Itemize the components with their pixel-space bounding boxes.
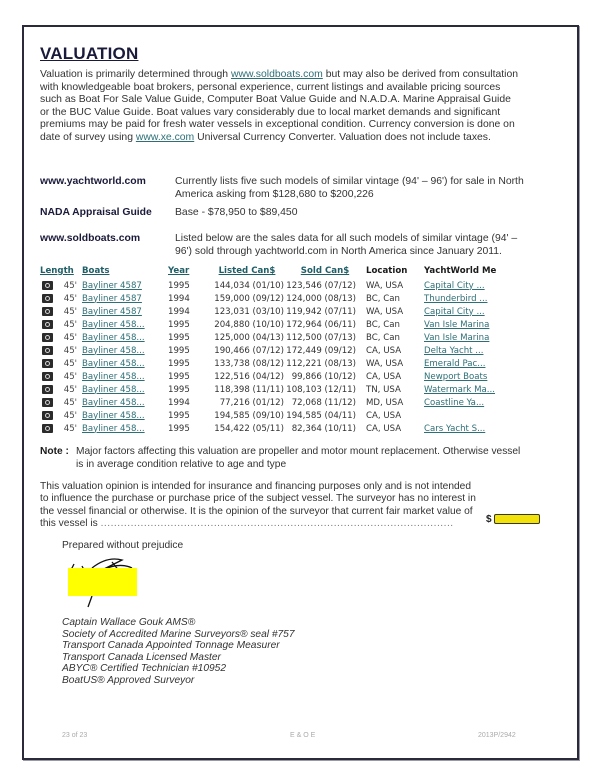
boat-link[interactable]: Bayliner 4587	[82, 280, 142, 291]
location-cell: CA, USA	[366, 371, 402, 382]
xe-link[interactable]: www.xe.com	[135, 131, 195, 143]
source-desc: Listed below are the sales data for all such models of similar vintage (94' – 96') sold through yachtworld.com in North America since January 2011.	[175, 233, 518, 257]
credential-line: Transport Canada Appointed Tonnage Measurer	[62, 640, 280, 652]
length-value: 45'	[63, 332, 78, 343]
sold-cell: 99,866 (10/12)	[291, 371, 356, 382]
boat-link[interactable]: Bayliner 458...	[82, 358, 145, 369]
sales-table-header	[40, 265, 504, 279]
listed-cell: 144,034 (01/10)	[214, 280, 284, 291]
year-cell: 1995	[168, 332, 190, 343]
sales-row	[40, 396, 504, 409]
listed-cell: 194,585 (09/10)	[214, 410, 284, 421]
sold-cell: 123,546 (07/12)	[286, 280, 356, 291]
yachtworld-cell	[424, 318, 504, 331]
note-text: Major factors affecting this valuation are propeller and motor mount replacement. Otherwise vessel is in average condition relative to age and type	[76, 446, 521, 470]
boat-cell	[82, 318, 168, 331]
length-value: 45'	[63, 319, 78, 330]
boat-link[interactable]: Bayliner 4587	[82, 293, 142, 304]
boat-link[interactable]: Bayliner 458...	[82, 371, 145, 382]
yachtworld-link[interactable]: Coastline Ya...	[424, 397, 485, 408]
sales-row	[40, 279, 504, 292]
length-cell	[40, 279, 82, 292]
length-value: 45'	[63, 397, 78, 408]
length-cell	[40, 305, 82, 318]
listed-cell: 204,880 (10/10)	[214, 319, 284, 330]
yachtworld-link[interactable]: Thunderbird ...	[424, 293, 488, 304]
camera-icon[interactable]	[42, 398, 53, 407]
listed-cell: 159,000 (09/12)	[214, 293, 284, 304]
listed-cell: 133,738 (08/12)	[214, 358, 284, 369]
year-cell: 1994	[168, 293, 190, 304]
sales-row	[40, 383, 504, 396]
year-cell: 1995	[168, 384, 190, 395]
header-yachtworld: YachtWorld Me	[424, 266, 497, 276]
year-cell: 1995	[168, 345, 190, 356]
length-cell	[40, 383, 82, 396]
credential-line: BoatUS® Approved Surveyor	[62, 674, 195, 686]
credential-line: Captain Wallace Gouk AMS®	[62, 617, 196, 628]
boat-link[interactable]: Bayliner 458...	[82, 332, 145, 343]
boat-cell	[82, 279, 168, 292]
sold-cell: 194,585 (04/11)	[286, 410, 356, 421]
yachtworld-link[interactable]: Watermark Ma...	[424, 384, 496, 395]
location-cell: TN, USA	[366, 384, 401, 395]
length-value: 45'	[63, 371, 78, 382]
camera-icon[interactable]	[42, 320, 53, 329]
source-name: www.soldboats.com	[40, 233, 141, 244]
length-value: 45'	[63, 293, 78, 304]
header-boats[interactable]: Boats	[82, 266, 110, 276]
camera-icon[interactable]	[42, 307, 53, 316]
yachtworld-link[interactable]: Emerald Pac...	[424, 358, 486, 369]
dotted-leader: ..........................................................................................................	[100, 517, 454, 529]
soldboats-link[interactable]: www.soldboats.com	[230, 69, 323, 80]
boat-cell	[82, 357, 168, 370]
prepared-statement: Prepared without prejudice	[62, 540, 184, 551]
length-cell	[40, 331, 82, 344]
sales-row	[40, 370, 504, 383]
location-cell: CA, USA	[366, 423, 402, 434]
yachtworld-cell	[424, 331, 504, 344]
header-sold[interactable]: Sold Can$	[300, 266, 350, 276]
length-value: 45'	[63, 410, 78, 421]
yachtworld-link[interactable]: Van Isle Marina	[424, 319, 490, 330]
camera-icon[interactable]	[42, 294, 53, 303]
year-cell: 1995	[168, 371, 190, 382]
length-value: 45'	[63, 423, 78, 434]
header-year[interactable]: Year	[168, 266, 190, 276]
location-cell: BC, Can	[366, 332, 400, 343]
sold-cell: 108,103 (12/11)	[286, 384, 356, 395]
note-label: Note :	[40, 446, 69, 457]
sales-row	[40, 318, 504, 331]
location-cell: BC, Can	[366, 319, 400, 330]
yachtworld-cell	[424, 344, 504, 357]
sales-row	[40, 292, 504, 305]
yachtworld-cell	[424, 279, 504, 292]
source-name: www.yachtworld.com	[40, 176, 146, 187]
boat-cell	[82, 409, 168, 422]
camera-icon[interactable]	[42, 372, 53, 381]
sales-row	[40, 409, 504, 422]
sold-cell: 82,364 (10/11)	[291, 423, 356, 434]
length-cell	[40, 318, 82, 331]
boat-cell	[82, 331, 168, 344]
sales-row	[40, 305, 504, 318]
location-cell: CA, USA	[366, 410, 402, 421]
yachtworld-link[interactable]: Van Isle Marina	[424, 332, 490, 343]
sales-row	[40, 344, 504, 357]
boat-cell	[82, 383, 168, 396]
yachtworld-cell	[424, 370, 504, 383]
length-value: 45'	[63, 306, 78, 317]
footer-reference: 2013P/2942	[478, 732, 516, 739]
boat-link[interactable]: Bayliner 458...	[82, 345, 145, 356]
boat-cell	[82, 422, 168, 435]
opinion-paragraph	[40, 481, 480, 530]
listed-cell: 77,216 (01/12)	[219, 397, 284, 408]
sold-cell: 112,500 (07/13)	[286, 332, 356, 343]
yachtworld-link[interactable]: Newport Boats	[424, 371, 488, 382]
location-cell: MD, USA	[366, 397, 404, 408]
year-cell: 1995	[168, 358, 190, 369]
source-name: NADA Appraisal Guide	[40, 207, 152, 218]
intro-paragraph	[40, 69, 520, 145]
year-cell: 1995	[168, 280, 190, 291]
length-cell	[40, 370, 82, 383]
market-value	[486, 514, 540, 525]
boat-link[interactable]: Bayliner 4587	[82, 306, 142, 317]
redacted-value	[494, 514, 540, 524]
yachtworld-link[interactable]: Capital City ...	[424, 280, 485, 291]
length-value: 45'	[63, 358, 78, 369]
sold-cell: 112,221 (08/13)	[286, 358, 356, 369]
length-cell	[40, 357, 82, 370]
sales-row	[40, 357, 504, 370]
intro-text-1: Valuation is primarily determined through	[40, 69, 231, 80]
length-value: 45'	[63, 345, 78, 356]
length-cell	[40, 292, 82, 305]
yachtworld-cell	[424, 422, 504, 435]
sales-row	[40, 422, 504, 435]
sales-table	[40, 265, 504, 435]
year-cell: 1994	[168, 306, 190, 317]
boat-cell	[82, 292, 168, 305]
yachtworld-link[interactable]: Capital City ...	[424, 306, 485, 317]
credential-line: Society of Accredited Marine Surveyors® seal #757	[62, 628, 295, 640]
boat-cell	[82, 344, 168, 357]
camera-icon[interactable]	[42, 281, 53, 290]
section-title: VALUATION	[40, 44, 139, 63]
yachtworld-cell	[424, 396, 504, 409]
boat-cell	[82, 305, 168, 318]
sold-cell: 124,000 (08/13)	[286, 293, 356, 304]
length-cell	[40, 422, 82, 435]
camera-icon[interactable]	[42, 385, 53, 394]
camera-icon[interactable]	[42, 333, 53, 342]
listed-cell: 123,031 (03/10)	[214, 306, 284, 317]
intro-text-3: Universal Currency Converter. Valuation does not include taxes.	[194, 131, 491, 143]
footer-center: E & O E	[290, 732, 316, 739]
credential-line: ABYC® Certified Technician #10952	[62, 663, 226, 675]
boat-link[interactable]: Bayliner 458...	[82, 410, 145, 421]
sold-cell: 172,449 (09/12)	[286, 345, 356, 356]
listed-cell: 125,000 (04/13)	[214, 332, 284, 343]
header-location: Location	[366, 266, 408, 276]
yachtworld-link[interactable]: Cars Yacht S...	[424, 423, 486, 434]
yachtworld-cell	[424, 292, 504, 305]
length-cell	[40, 409, 82, 422]
sold-cell: 72,068 (11/12)	[291, 397, 356, 408]
location-cell: CA, USA	[366, 345, 402, 356]
length-value: 45'	[63, 384, 78, 395]
sold-cell: 119,942 (07/11)	[286, 306, 356, 317]
sold-cell: 172,964 (06/11)	[286, 319, 356, 330]
header-length[interactable]: Length	[40, 266, 74, 276]
signature-redaction	[68, 568, 137, 596]
credential-line: Transport Canada Licensed Master	[62, 651, 221, 663]
boat-cell	[82, 396, 168, 409]
source-desc: Currently lists five such models of similar vintage (94' – 96') for sale in North America asking from $128,680 to $200,226	[175, 176, 524, 200]
footer-page-number: 23 of 23	[62, 732, 88, 739]
boat-link[interactable]: Bayliner 458...	[82, 384, 145, 395]
boat-cell	[82, 370, 168, 383]
yachtworld-cell	[424, 409, 504, 422]
boat-link[interactable]: Bayliner 458...	[82, 397, 145, 408]
yachtworld-cell	[424, 305, 504, 318]
intro-text-2: but may also be derived from consultation with knowledgeable boat brokers, personal experience, current listings and available pricing sources such as Boat For Sale Value Guide, Computer Boat Value Guide and N.A.D.A. Marine Appraisal Guide or the BUC Value Guide. Boat values vary considerably due to local market demands and significant premiums may be paid for fresh water vessels in exceptional condition. Currency conversion is done on date of survey using	[40, 69, 519, 143]
year-cell: 1994	[168, 397, 190, 408]
year-cell: 1995	[168, 410, 190, 421]
boat-link[interactable]: Bayliner 458...	[82, 319, 145, 330]
currency-symbol: $	[486, 514, 492, 525]
location-cell: WA, USA	[366, 280, 404, 291]
location-cell: WA, USA	[366, 358, 404, 369]
length-cell	[40, 396, 82, 409]
length-value: 45'	[63, 280, 78, 291]
length-cell	[40, 344, 82, 357]
surveyor-credentials	[62, 617, 295, 687]
sales-row	[40, 331, 504, 344]
opinion-text: This valuation opinion is intended for insurance and financing purposes only and is not intended to influence the purchase or purchase price of the subject vessel. The surveyor has no interest in the vessel financial or otherwise. It is the opinion of the surveyor that current fair market value of this vessel is	[40, 481, 476, 529]
year-cell: 1995	[168, 423, 190, 434]
listed-cell: 122,516 (04/12)	[214, 371, 284, 382]
source-desc: Base - $78,950 to $89,450	[175, 207, 298, 218]
boat-link[interactable]: Bayliner 458...	[82, 423, 145, 434]
yachtworld-cell	[424, 357, 504, 370]
header-listed[interactable]: Listed Can$	[218, 266, 276, 276]
listed-cell: 118,398 (11/11)	[214, 384, 284, 395]
yachtworld-link[interactable]: Delta Yacht ...	[424, 345, 484, 356]
yachtworld-cell	[424, 383, 504, 396]
camera-icon[interactable]	[42, 359, 53, 368]
year-cell: 1995	[168, 319, 190, 330]
camera-icon[interactable]	[42, 411, 53, 420]
location-cell: BC, Can	[366, 293, 400, 304]
camera-icon[interactable]	[42, 346, 53, 355]
camera-icon[interactable]	[42, 424, 53, 433]
listed-cell: 190,466 (07/12)	[214, 345, 284, 356]
location-cell: WA, USA	[366, 306, 404, 317]
listed-cell: 154,422 (05/11)	[214, 423, 284, 434]
